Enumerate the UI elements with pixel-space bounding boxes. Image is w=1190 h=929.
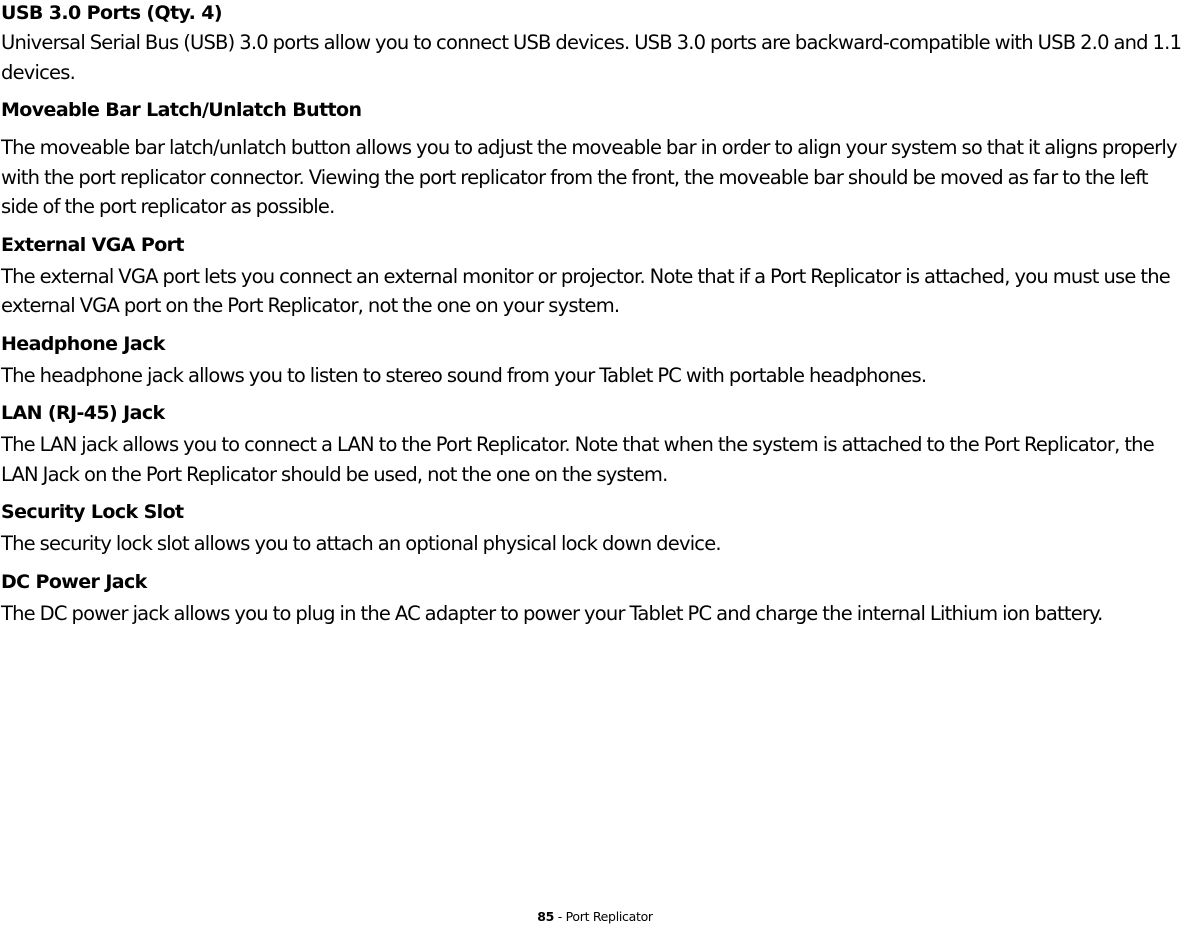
section-security-lock (1, 499, 1189, 559)
footer-separator: - (554, 909, 566, 924)
section-paragraph: The DC power jack allows you to plug in the AC adapter to power your Tablet PC and charge the internal Lithium ion battery. (1, 601, 1103, 625)
section-paragraph: The LAN jack allows you to connect a LAN to the Port Replicator. Note that when the system is attached to the Port Replicator, the LAN Jack on the Port Replicator should be used, not the one on the system. (1, 433, 1154, 486)
section-heading: Headphone Jack (1, 332, 165, 355)
section-heading: DC Power Jack (1, 570, 147, 593)
page-number: 85 (537, 909, 555, 924)
section-paragraph: The headphone jack allows you to listen to stereo sound from your Tablet PC with portable headphones. (1, 363, 927, 387)
section-dc-power (1, 569, 1189, 629)
section-heading: Security Lock Slot (1, 501, 184, 523)
document-body (1, 0, 1189, 628)
section-heading: LAN (RJ-45) Jack (1, 402, 165, 424)
section-moveable-bar (1, 97, 1189, 222)
page-footer (0, 909, 1190, 925)
section-usb-ports (1, 0, 1189, 87)
section-paragraph: The security lock slot allows you to attach an optional physical lock down device. (1, 532, 721, 555)
section-heading: USB 3.0 Ports (Qty. 4) (1, 2, 222, 24)
section-heading: Moveable Bar Latch/Unlatch Button (1, 99, 362, 121)
section-paragraph: The external VGA port lets you connect an external monitor or projector. Note that if a Port Replicator is attached, you must use the external VGA port on the Port Replicator, not the one on your system. (1, 264, 1170, 317)
section-lan-jack (1, 400, 1189, 489)
section-headphone-jack (1, 331, 1189, 391)
section-paragraph: Universal Serial Bus (USB) 3.0 ports allow you to connect USB devices. USB 3.0 ports are backward-compatible with USB 2.0 and 1.1 devices. (1, 31, 1182, 84)
section-vga-port (1, 232, 1189, 321)
footer-section-name: Port Replicator (565, 909, 653, 924)
section-paragraph: The moveable bar latch/unlatch button allows you to adjust the moveable bar in order to align your system so that it aligns properly with the port replicator connector. Viewing the port replicator from the front, the moveable bar should be moved as far to the left side of the port replicator as possible. (1, 136, 1177, 218)
section-heading: External VGA Port (1, 233, 184, 256)
